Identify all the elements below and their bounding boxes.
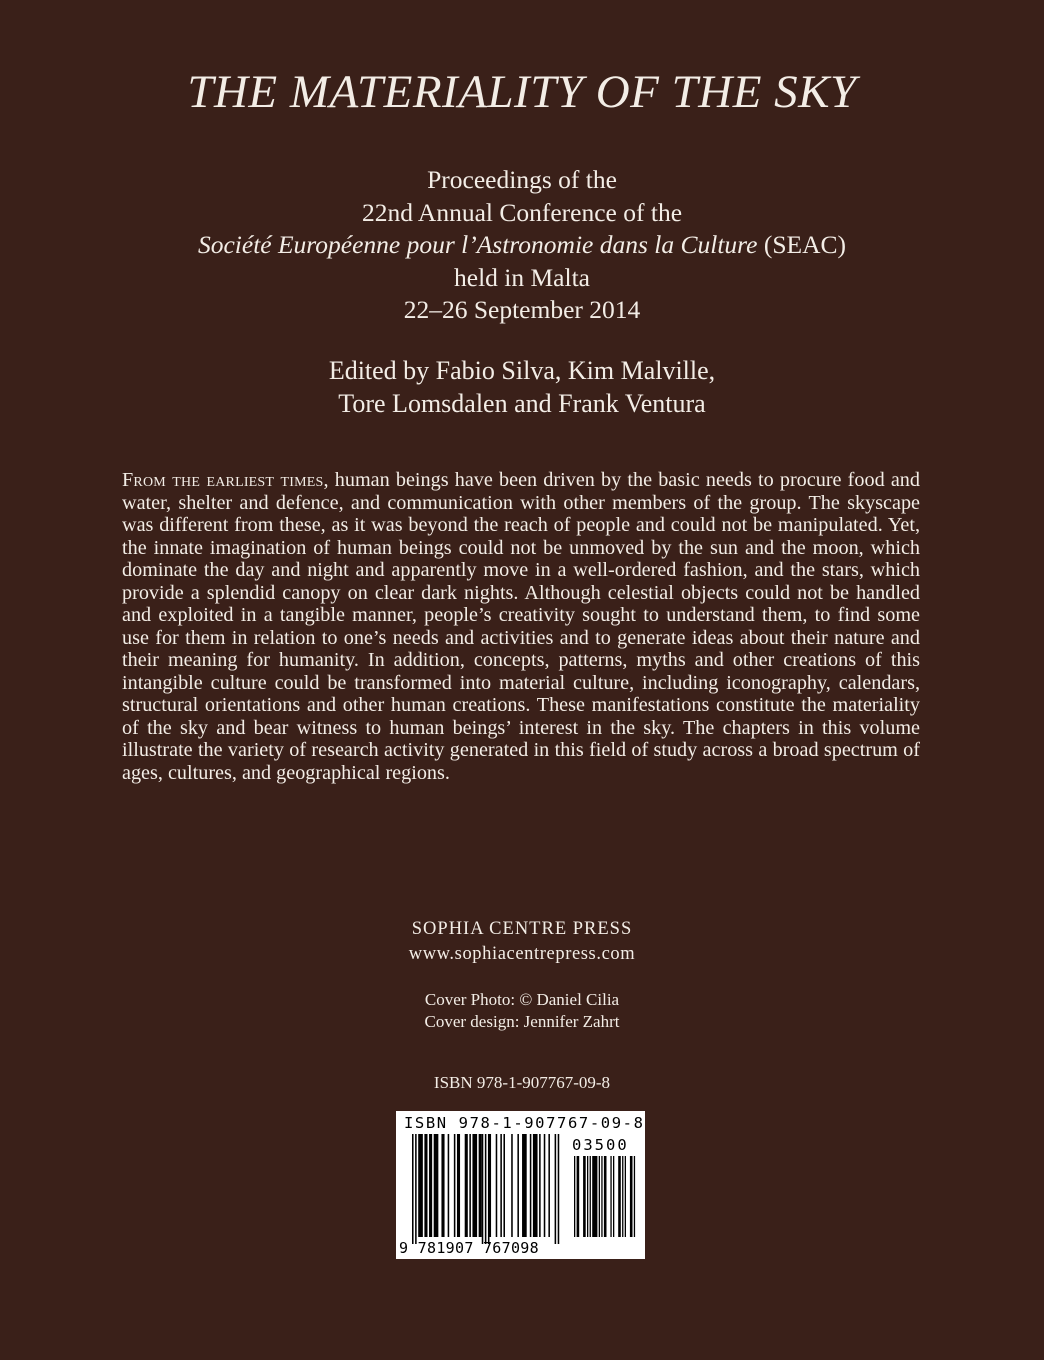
society-name: Société Européenne pour l’Astronomie dans la Culture [197,230,758,259]
barcode-bar [418,1134,423,1237]
barcode-bar [539,1134,541,1237]
editors [0,354,1044,420]
barcode-bar [613,1156,614,1237]
barcode-bar [592,1156,597,1237]
barcode-bar [482,1134,484,1244]
publisher-name: SOPHIA CENTRE PRESS [411,919,633,939]
barcode-bar [441,1134,444,1237]
barcode [396,1111,645,1259]
proceedings-line-3 [0,229,1044,262]
blurb-paragraph [122,469,920,784]
barcode-bar [465,1134,468,1237]
barcode-bars [396,1111,645,1259]
isbn-text: ISBN 978-1-907767-09-8 [433,1073,611,1092]
cover-credits [0,989,1044,1033]
barcode-bar [625,1156,626,1237]
editors-line-2: Tore Lomsdalen and Frank Ventura [338,389,706,418]
blurb-text: , human beings have been driven by the basic needs to procure food and water, shelter and defence, and communication with other members of the group. The skyscape was different from these, as it was beyond the reach of people and could not be manipulated. Yet, the innate imagination of human beings could not be unmoved by the sun and the moon, which dominate the day and night and apparently move in a well-ordered fashion, and the stars, which provide a splendid canopy on clear dark nights. Although celestial objects could not be handled and exploited in a tangible manner, people’s creativity sought to understand them, to find some use for them in relation to one’s needs and activities and to generate ideas about their nature and their meaning for humanity. In addition, concepts, patterns, myths and other creations of this intangible culture could be transformed into material culture, including iconography, calendars, structural orientations and other human creations. These manifestations constitute the materiality of the sky and bear witness to human beings’ interest in the sky. The chapters in this volume illustrate the variety of research activity generated in this field of study across a broad spectrum of ages, cultures, and geographical regions. [122,469,920,784]
barcode-bar [496,1134,498,1237]
barcode-bar [634,1156,635,1237]
photo-credit: Cover Photo: © Daniel Cilia [424,990,620,1009]
proceedings-info [0,164,1044,327]
barcode-digits: 9 781907 767098 [399,1239,539,1257]
barcode-bar [500,1134,502,1237]
barcode-bar [434,1134,439,1237]
proceedings-line-4: held in Malta [454,262,590,292]
barcode-bar [583,1156,586,1237]
barcode-bar [618,1156,621,1237]
proceedings-line-5: 22–26 September 2014 [403,295,641,324]
editors-line-1: Edited by Fabio Silva, Kim Malville, [328,356,716,385]
barcode-bar [574,1156,575,1237]
barcode-bar [522,1134,527,1237]
barcode-bar [448,1134,450,1237]
barcode-bar [503,1134,505,1237]
barcode-bar [601,1156,602,1237]
barcode-bar [472,1134,477,1237]
barcode-bar [544,1134,546,1237]
barcode-bar [630,1156,633,1237]
barcode-bar [517,1134,519,1237]
proceedings-line-1: Proceedings of the [427,165,617,194]
barcode-bar [533,1134,538,1237]
publisher-block [0,917,1044,967]
barcode-bar [555,1134,557,1244]
barcode-bar [587,1156,588,1237]
barcode-bar [511,1134,513,1237]
society-acronym: (SEAC) [757,230,847,259]
book-title: THE MATERIALITY OF THE SKY [187,66,857,118]
barcode-bar [485,1134,487,1244]
barcode-bar [604,1156,607,1237]
publisher-website: www.sophiacentrepress.com [408,944,636,964]
barcode-bar [488,1134,490,1244]
barcode-bar [415,1134,417,1244]
barcode-bar [622,1156,623,1237]
barcode-bar [469,1134,471,1237]
barcode-bar [577,1156,580,1237]
design-credit: Cover design: Jennifer Zahrt [424,1012,620,1031]
barcode-bar [412,1134,414,1244]
barcode-bar [558,1134,560,1244]
barcode-bar [457,1134,460,1237]
barcode-bar [454,1134,456,1237]
proceedings-line-2: 22nd Annual Conference of the [361,197,683,227]
blurb-lead: From the earliest times [122,469,324,491]
barcode-bar [479,1134,482,1237]
barcode-bar [490,1134,492,1237]
barcode-isbn-label: ISBN 978-1-907767-09-8 [404,1114,645,1132]
barcode-price-code: 03500 [572,1136,629,1154]
barcode-bar [424,1134,427,1237]
barcode-bar [610,1156,611,1237]
barcode-bar [590,1156,591,1237]
barcode-bar [599,1156,600,1237]
barcode-bar [429,1134,432,1237]
barcode-bar [530,1134,532,1237]
barcode-bar [548,1134,550,1237]
